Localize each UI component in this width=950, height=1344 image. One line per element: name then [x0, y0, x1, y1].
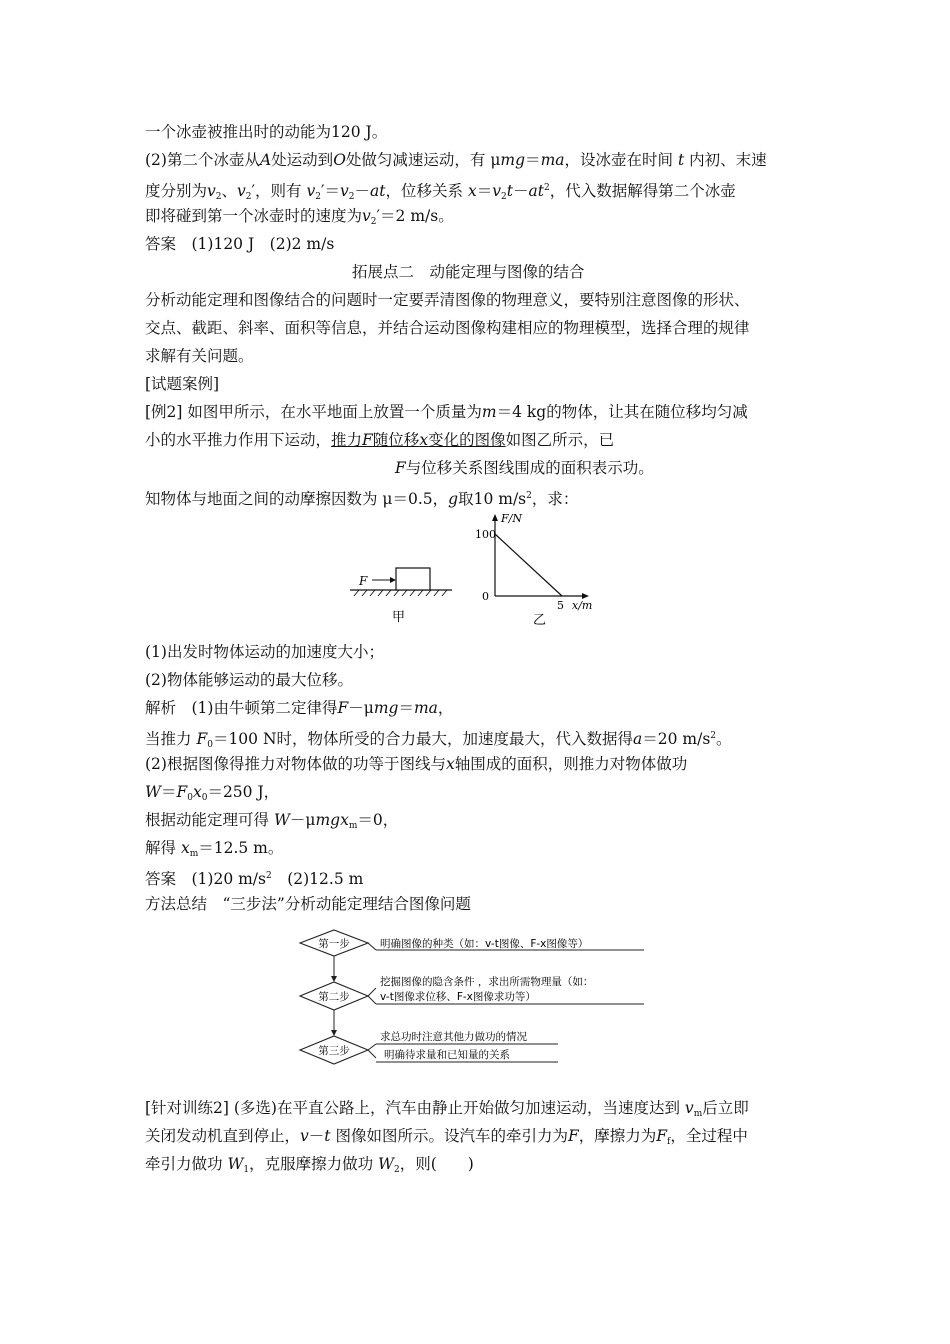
solution-line-3: (2)根据图像得推力对物体做的功等于图线与x轴围成的面积，则推力对物体做功 [145, 755, 688, 773]
answer-1: 答案 (1)120 J (2)2 m/s [145, 235, 335, 253]
annotation-note: F与位移关系图线围成的面积表示功。 [395, 459, 654, 477]
para-kinetic-energy: 一个冰壶被推出时的动能为120 J。 [145, 123, 388, 141]
step-2-label: 第二步 [318, 991, 350, 1003]
training-line-3: 牵引力做功 $W_1$，克服摩擦力做功 $W_2$，则( ) [145, 1155, 474, 1175]
solution-line-1: 解析 (1)由牛顿第二定律得F－μmg＝ma， [145, 699, 454, 717]
intro-line-2: 交点、截距、斜率、面积等信息，并结合运动图像构建相应的物理模型，选择合理的规律 [145, 319, 750, 337]
step-2-text-1: 挖掘图像的隐含条件 ，求出所需物理量（如： [380, 976, 594, 988]
answer-2: 答案 (1)20 $m/s^2$ (2)12.5 m [145, 870, 364, 888]
step-1-text: 明确图像的种类（如：v-t图像、F-x图像等） [380, 938, 589, 950]
case-label: [试题案例] [145, 375, 220, 393]
training-line-2: 关闭发动机直到停止，v－t 图像如图所示。设汽车的牵引力为F，摩擦力为$F_f$，全过程中 [145, 1127, 748, 1147]
intro-line-3: 求解有关问题。 [145, 347, 254, 365]
solution-line-4: $W=F_0x_0=250$ J， [145, 783, 280, 803]
origin-label: 0 [482, 590, 489, 603]
para-second-stone-2: 度分别为$v_2$、$v_2'$，则有 $v_2'=v_2-at$，位移关系 $x=v_2t-at^2$，代入数据解得第二个冰壶 [145, 182, 736, 202]
x-axis-label: x/m [572, 599, 593, 612]
example-figure [340, 508, 610, 633]
force-arrow-head [390, 577, 396, 583]
step-2-text-2: v-t图像求位移、F-x图像求功等） [380, 991, 536, 1003]
step-3-text-2: 明确待求量和已知量的关系 [384, 1049, 510, 1061]
step-3-text-1: 求总功时注意其他力做功的情况 [380, 1031, 527, 1043]
force-label: F [359, 574, 368, 588]
y-axis-label: F/N [501, 512, 522, 525]
step-1-label: 第一步 [318, 938, 350, 950]
f-x-line [495, 534, 562, 596]
solution-line-6: 解得 $x_m=12.5$ m。 [145, 839, 284, 859]
solution-line-5: 根据动能定理可得 W－μmgx$_m$＝0， [145, 811, 399, 831]
block [396, 568, 430, 590]
example-2-line-1: [例2] 如图甲所示，在水平地面上放置一个质量为m＝4 kg的物体，让其在随位移均匀减 [145, 403, 748, 421]
underlined-phrase: 推力F随位移x变化的图像 [331, 431, 506, 449]
question-1: (1)出发时物体运动的加速度大小； [145, 643, 384, 661]
ground-hatch [354, 590, 447, 596]
solution-line-2: 当推力 $F_0=100$ N时，物体所受的合力最大，加速度最大，代入数据得a＝20 $m/s^2$。 [145, 730, 732, 750]
step-3-label: 第三步 [318, 1045, 350, 1057]
three-step-flowchart [296, 926, 661, 1084]
figure-label-jia: 甲 [392, 610, 406, 625]
question-2: (2)物体能够运动的最大位移。 [145, 671, 353, 689]
example-2-line-3: 知物体与地面之间的动摩擦因数为 μ＝0.5，g取10 $m/s^2$，求： [145, 490, 579, 508]
para-second-stone-1: (2)第二个冰壶从A处运动到O处做匀减速运动，有 μmg＝ma，设冰壶在时间 t 内初、末速 [145, 151, 767, 169]
para-second-stone-3: 即将碰到第一个冰壶时的速度为$v_2'=2$ m/s。 [145, 207, 454, 227]
y-axis-arrow [492, 514, 498, 521]
method-summary-title: 方法总结 “三步法”分析动能定理结合图像问题 [145, 895, 471, 913]
example-2-line-2: 小的水平推力作用下运动，推力F随位移x变化的图像如图乙所示，已 [145, 431, 615, 449]
x-tick-label: 5 [557, 599, 564, 612]
training-line-1: [针对训练2] (多选)在平直公路上，汽车由静止开始做匀加速运动，当速度达到 $v_m$后立即 [145, 1099, 749, 1119]
section-title: 拓展点二 动能定理与图像的结合 [352, 263, 585, 281]
figure-label-yi: 乙 [533, 613, 547, 628]
y-tick-label: 100 [475, 528, 496, 541]
intro-line-1: 分析动能定理和图像结合的问题时一定要弄清图像的物理意义，要特别注意图像的形状、 [145, 291, 750, 309]
